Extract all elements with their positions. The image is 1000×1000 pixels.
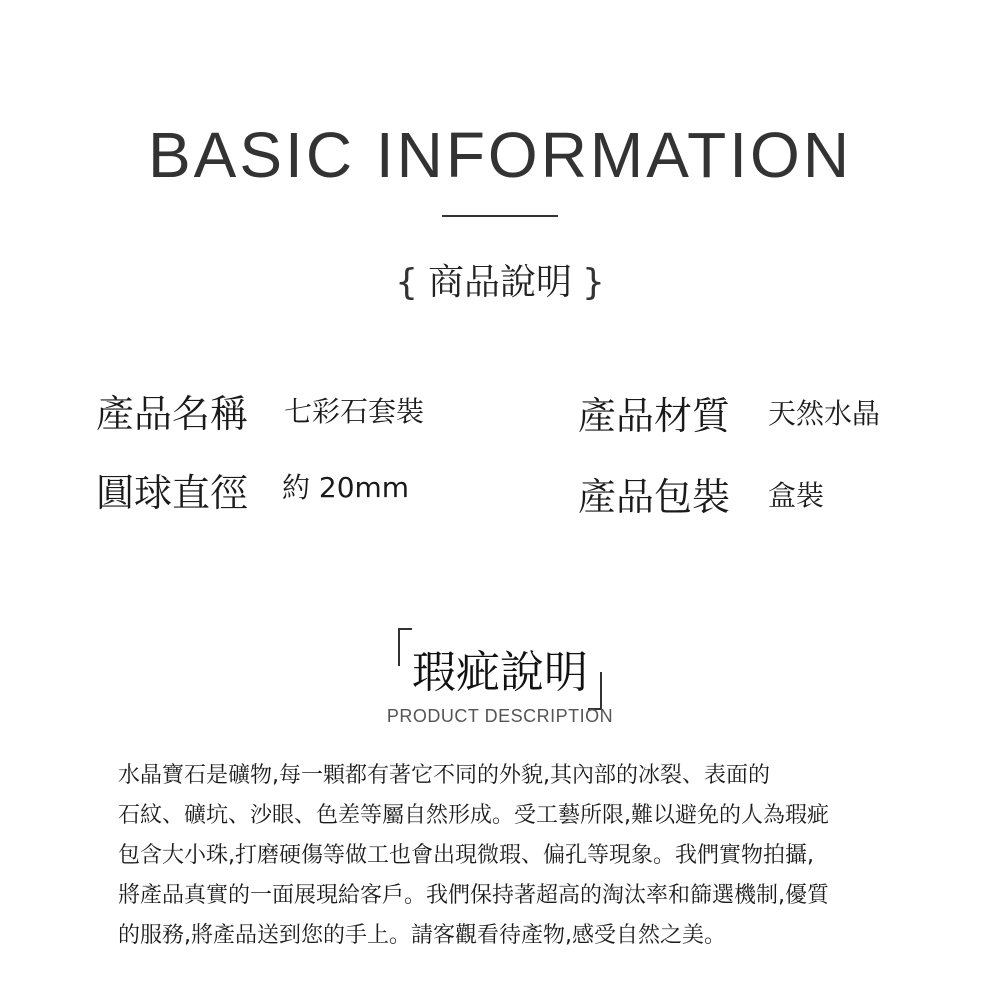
spec-value-product-name: 七彩石套裝 bbox=[284, 395, 425, 428]
corner-bracket-top-left bbox=[398, 628, 412, 666]
description-line: 水晶寶石是礦物,每一顆都有著它不同的外貌,其內部的冰裂、表面的 bbox=[118, 763, 770, 788]
description-line: 包含大小珠,打磨硬傷等做工也會出現微瑕、偏孔等現象。我們實物拍攝, bbox=[118, 843, 814, 868]
spec-label-material: 產品材質 bbox=[578, 394, 731, 438]
description-line: 石紋、礦坑、沙眼、色差等屬自然形成。受工藝所限,難以避免的人為瑕疵 bbox=[118, 803, 829, 828]
defect-heading-text: 瑕疵說明 bbox=[412, 647, 588, 698]
spec-label-diameter: 圓球直徑 bbox=[96, 471, 249, 515]
corner-bracket-bottom-right bbox=[588, 672, 602, 710]
brace-close: } bbox=[582, 262, 605, 303]
defect-heading-box bbox=[398, 628, 602, 704]
description-line: 的服務,將產品送到您的手上。請客觀看待產物,感受自然之美。 bbox=[118, 923, 726, 948]
title-divider bbox=[442, 215, 558, 217]
brace-open: { bbox=[395, 262, 418, 303]
spec-value-packaging: 盒裝 bbox=[768, 479, 825, 512]
spec-label-product-name: 產品名稱 bbox=[96, 392, 249, 436]
section-subtitle bbox=[0, 254, 1000, 305]
defect-heading bbox=[0, 628, 1000, 704]
spec-value-diameter: 約 20mm bbox=[282, 471, 410, 504]
section-subtitle-text: 商品說明 bbox=[427, 262, 572, 303]
defect-description bbox=[118, 756, 898, 956]
spec-label-packaging: 產品包裝 bbox=[578, 475, 731, 519]
defect-subheading: PRODUCT DESCRIPTION bbox=[386, 706, 614, 726]
description-line: 將產品真實的一面展現給客戶。我們保持著超高的淘汰率和篩選機制,優質 bbox=[118, 883, 829, 908]
page-title: BASIC INFORMATION bbox=[147, 119, 853, 191]
spec-value-material: 天然水晶 bbox=[768, 397, 881, 430]
